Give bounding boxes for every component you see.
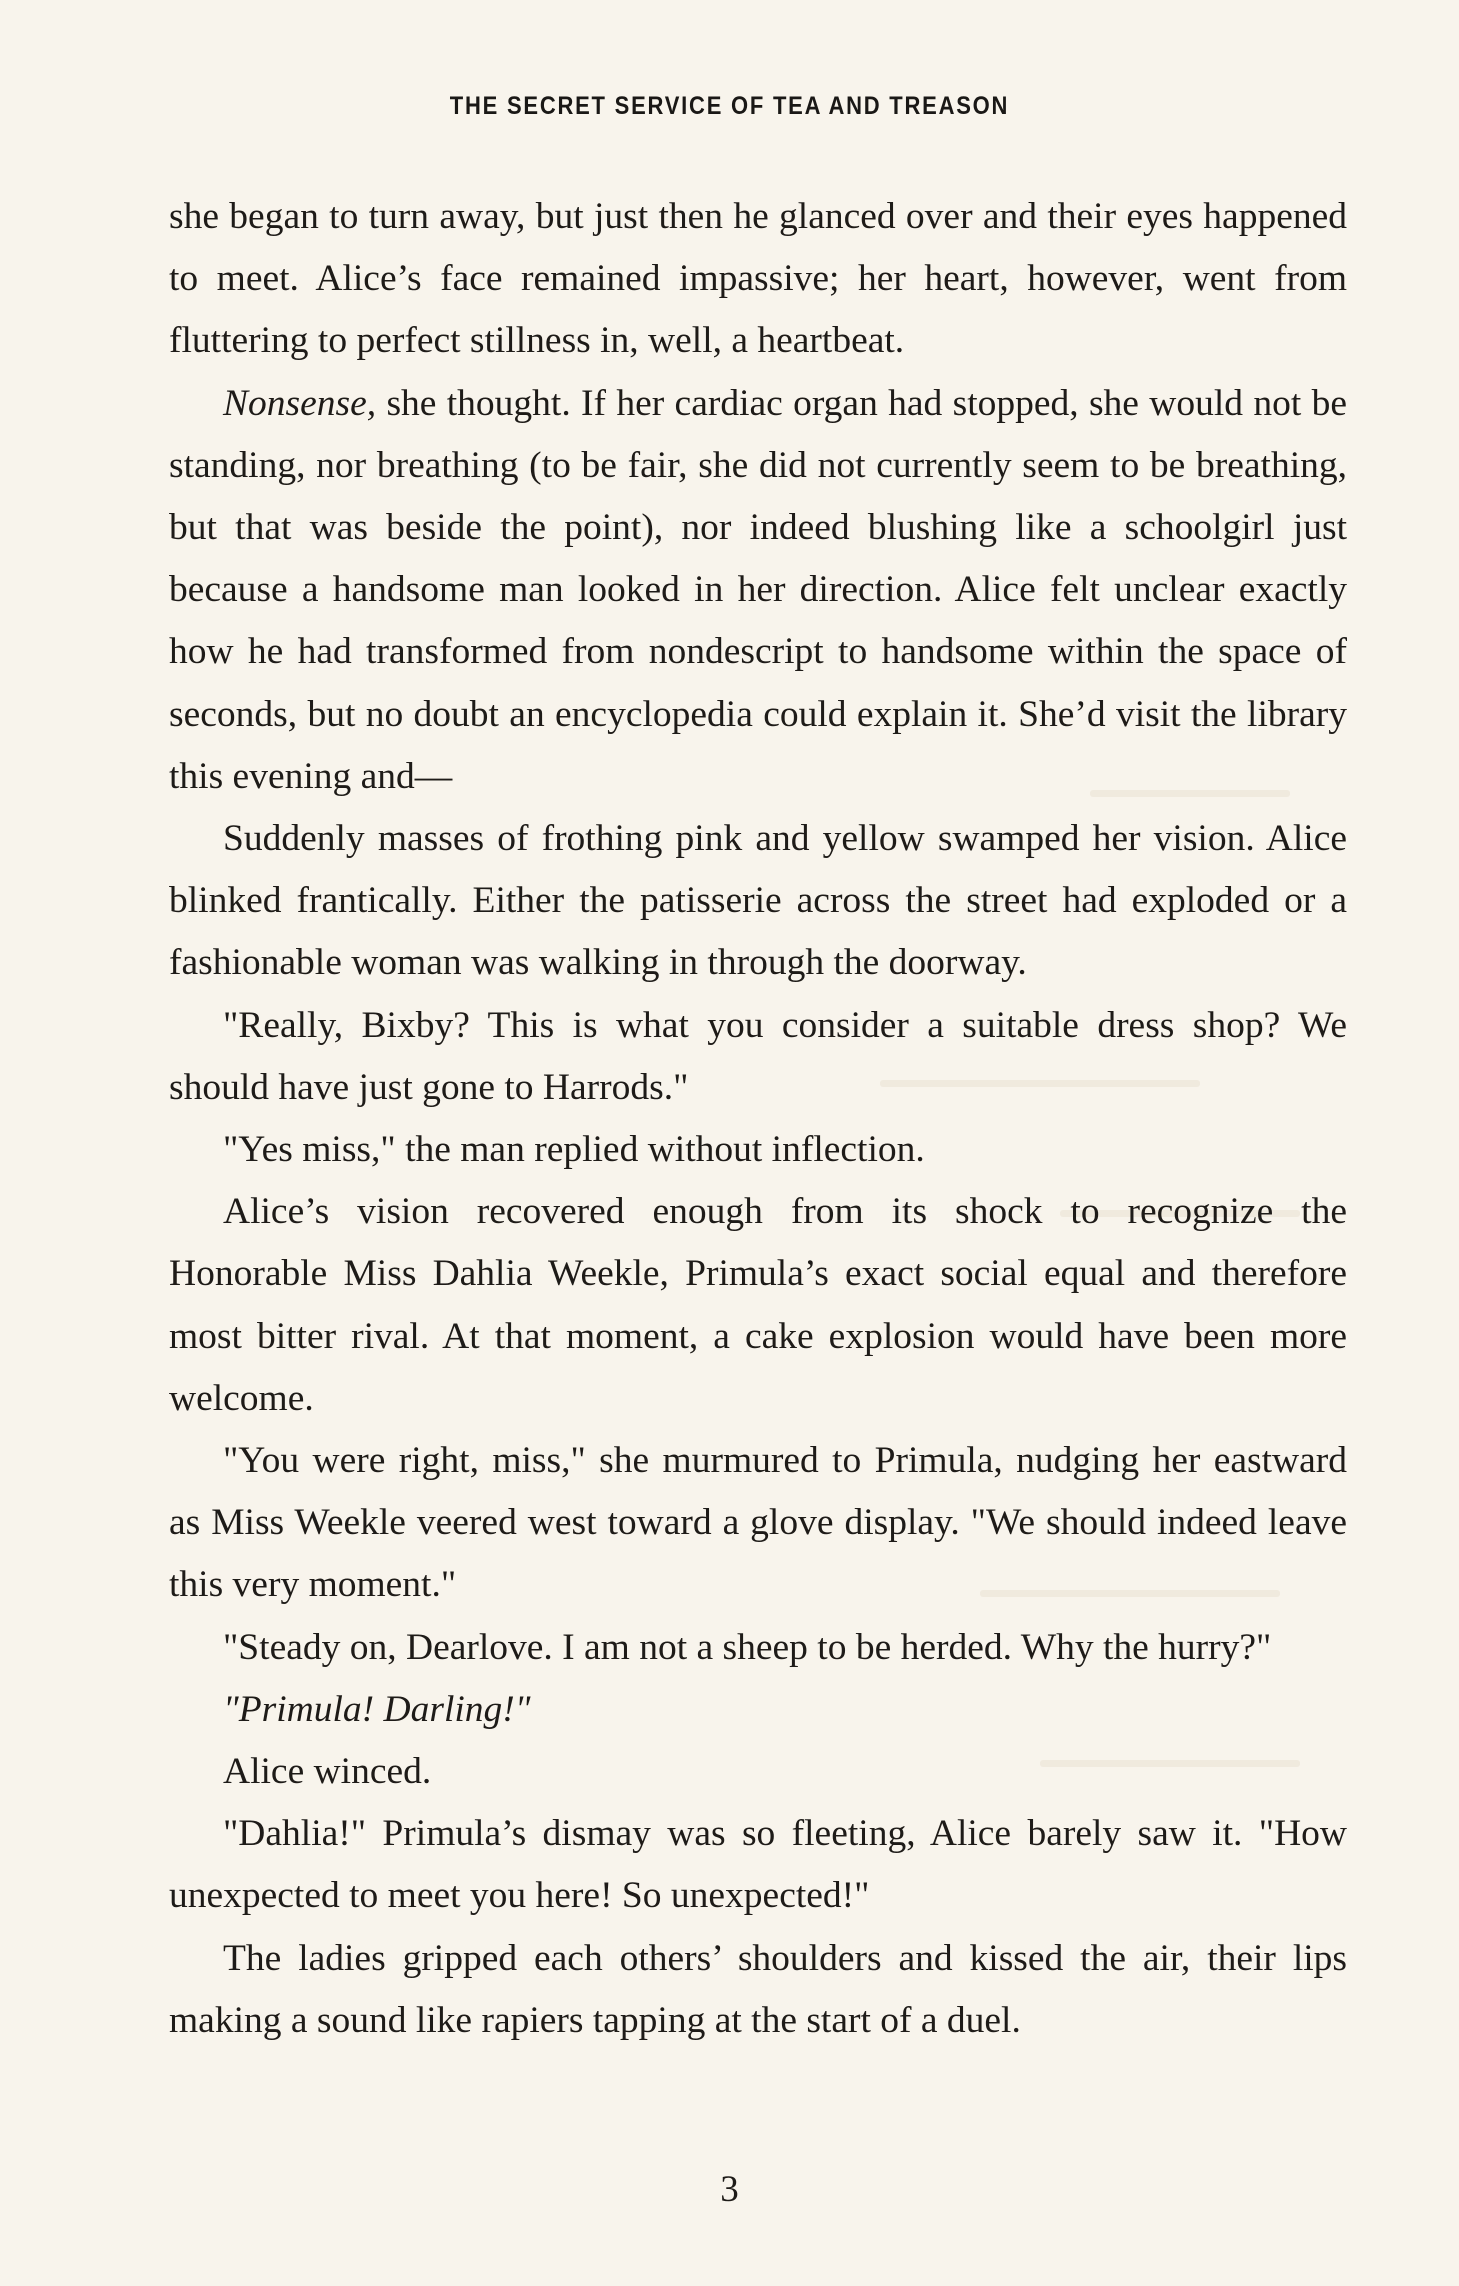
- text-run: The ladies gripped each others’ shoulders and kissed the air, their lips making a sound like rapiers tapping at the start of a duel.: [169, 1937, 1347, 2041]
- paragraph: [169, 1679, 1347, 1741]
- text-run: she began to turn away, but just then he glanced over and their eyes happened to meet. Alice’s face remained impassive; her heart, however, went from fluttering to perfect stillness in, well, a heartbeat.: [169, 196, 1347, 362]
- italic-text: Nonsense,: [223, 382, 377, 424]
- paragraph: [169, 1928, 1347, 2052]
- running-head: THE SECRET SERVICE OF TEA AND TREASON: [449, 92, 1010, 120]
- text-run: Suddenly masses of frothing pink and yellow swamped her vision. Alice blinked frantically. Either the patisserie across the street had exploded or a fashionable woman was walking in through the doorway.: [169, 818, 1347, 984]
- paragraph: [169, 373, 1347, 808]
- text-run: Alice winced.: [223, 1751, 432, 1793]
- text-run: "Dahlia!" Primula’s dismay was so fleeting, Alice barely saw it. "How unexpected to meet you here! So unexpected!": [169, 1813, 1347, 1917]
- paragraph: [169, 1741, 1347, 1803]
- paragraph: [169, 1119, 1347, 1181]
- text-run: Alice’s vision recovered enough from its shock to recognize the Honorable Miss Dahlia Weekle, Primula’s exact social equal and therefore most bitter rival. At that moment, a cake explosion would have been more welcome.: [169, 1191, 1347, 1419]
- paragraph: [169, 1181, 1347, 1430]
- paragraph: [169, 808, 1347, 995]
- paragraph: [169, 1617, 1347, 1679]
- paragraph: [169, 1803, 1347, 1927]
- text-run: she thought. If her cardiac organ had stopped, she would not be standing, nor breathing (to be fair, she did not currently seem to be breathing, but that was beside the point), nor indeed blushing like a schoolgirl just because a handsome man looked in her direction. Alice felt unclear exactly how he had transformed from nondescript to handsome within the space of seconds, but no doubt an encyclopedia could explain it. She’d visit the library this evening and—: [169, 382, 1347, 797]
- paragraph: [169, 186, 1347, 373]
- text-run: "You were right, miss," she murmured to Primula, nudging her eastward as Miss Weekle veered west toward a glove display. "We should indeed leave this very moment.": [169, 1440, 1347, 1606]
- italic-text: "Primula! Darling!": [223, 1688, 531, 1730]
- text-run: "Really, Bixby? This is what you consider a suitable dress shop? We should have just gone to Harrods.": [169, 1004, 1347, 1108]
- page-number: 3: [720, 2169, 739, 2210]
- body-text: [169, 186, 1347, 2052]
- text-run: "Steady on, Dearlove. I am not a sheep to be herded. Why the hurry?": [223, 1626, 1272, 1668]
- paragraph: [169, 1430, 1347, 1617]
- paragraph: [169, 995, 1347, 1119]
- text-run: "Yes miss," the man replied without inflection.: [223, 1129, 925, 1171]
